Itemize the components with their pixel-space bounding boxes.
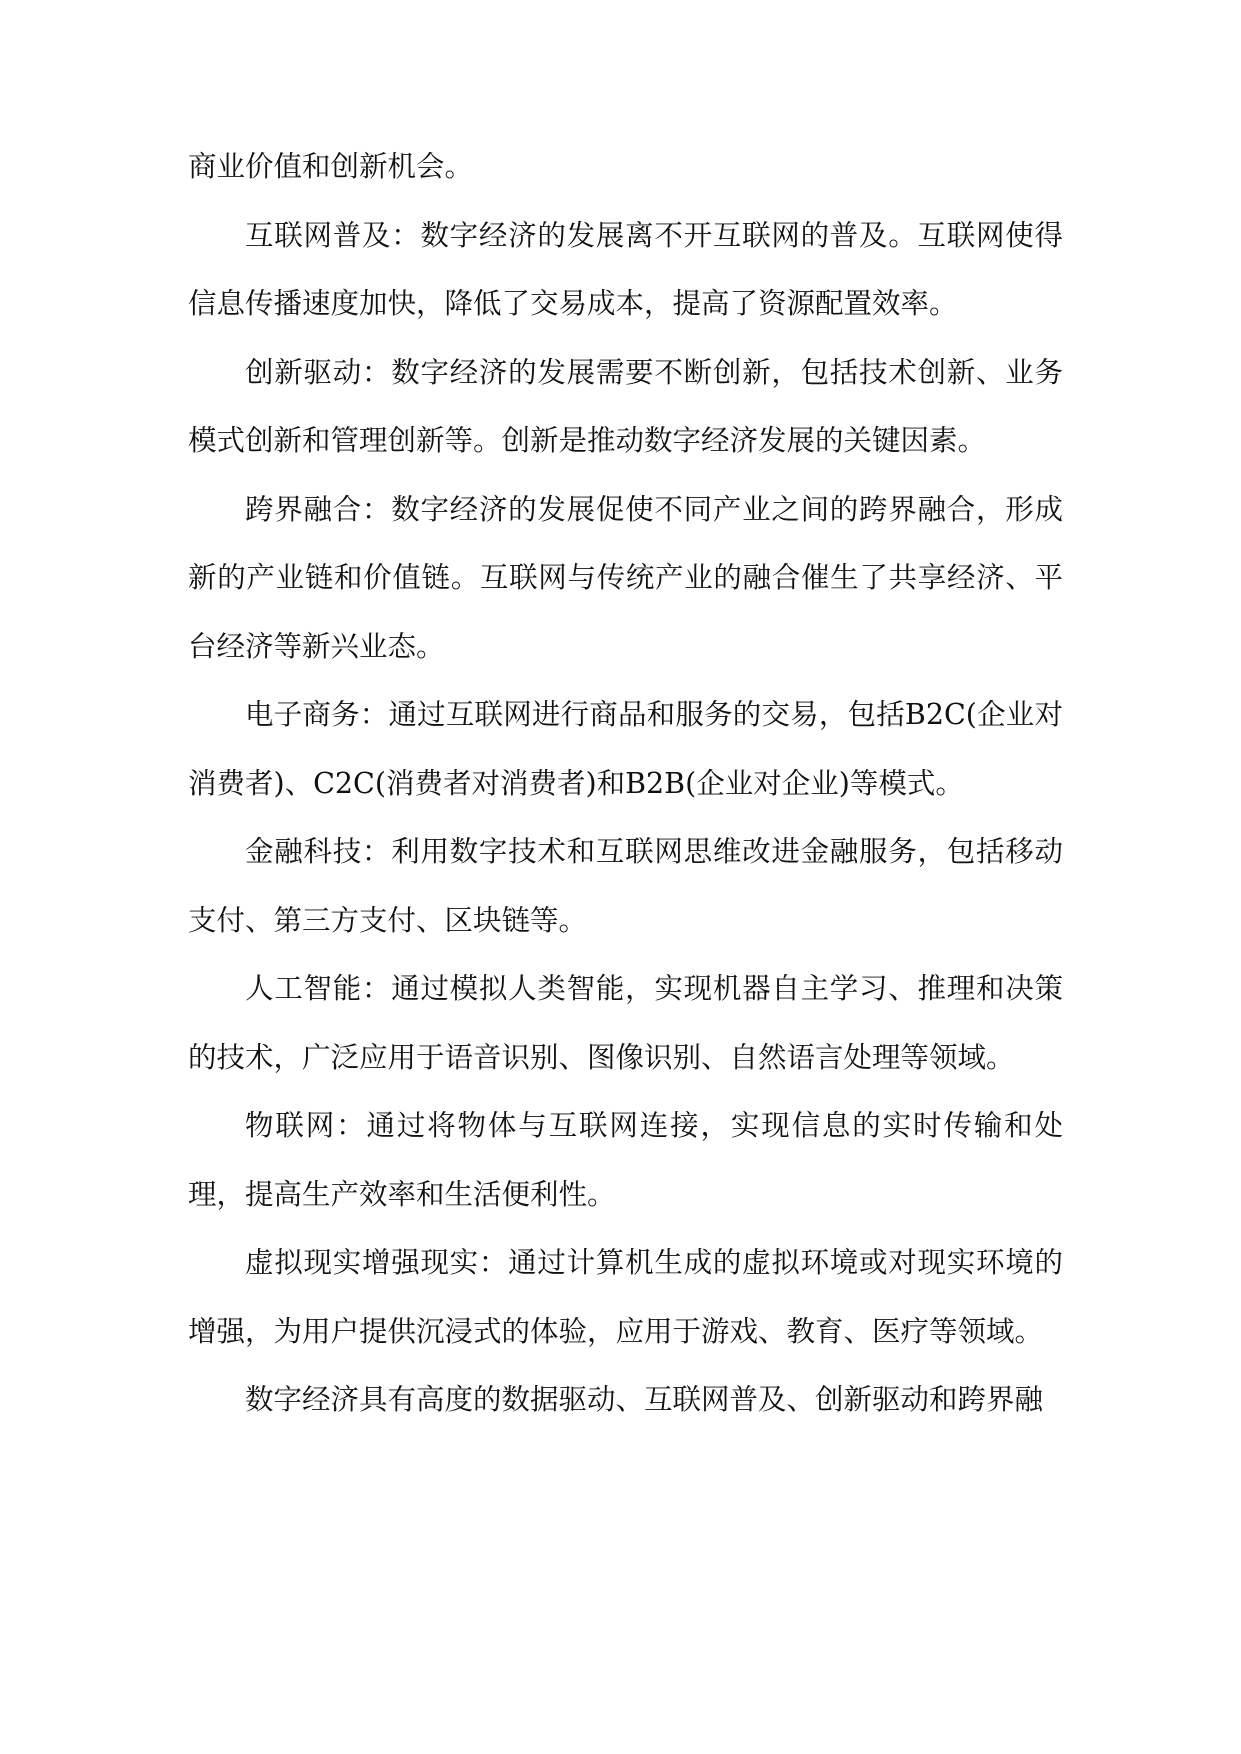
paragraph-artificial-intelligence: 人工智能：通过模拟人类智能，实现机器自主学习、推理和决策的技术，广泛应用于语音识别、图像识别、自然语言处理等领域。 (188, 972, 1063, 1074)
paragraph-innovation-driven: 创新驱动：数字经济的发展需要不断创新，包括技术创新、业务模式创新和管理创新等。创新是推动数字经济发展的关键因素。 (188, 355, 1063, 457)
paragraph-iot: 物联网：通过将物体与互联网连接，实现信息的实时传输和处理，提高生产效率和生活便利性。 (188, 1109, 1063, 1211)
paragraph-internet-penetration: 互联网普及：数字经济的发展离不开互联网的普及。互联网使得信息传播速度加快，降低了交易成本，提高了资源配置效率。 (188, 218, 1063, 320)
paragraph-continuation: 商业价值和创新机会。 (188, 150, 474, 183)
document-page (188, 133, 1063, 1435)
paragraph-summary: 数字经济具有高度的数据驱动、互联网普及、创新驱动和跨界融 (245, 1383, 1044, 1416)
paragraph-e-commerce: 电子商务：通过互联网进行商品和服务的交易，包括B2C(企业对消费者)、C2C(消费者对消费者)和B2B(企业对企业)等模式。 (188, 698, 1063, 800)
paragraph-cross-border-integration: 跨界融合：数字经济的发展促使不同产业之间的跨界融合，形成新的产业链和价值链。互联网与传统产业的融合催生了共享经济、平台经济等新兴业态。 (188, 492, 1063, 663)
paragraph-fintech: 金融科技：利用数字技术和互联网思维改进金融服务，包括移动支付、第三方支付、区块链等。 (188, 835, 1063, 937)
paragraph-vr-ar: 虚拟现实增强现实：通过计算机生成的虚拟环境或对现实环境的增强，为用户提供沉浸式的体验，应用于游戏、教育、医疗等领域。 (188, 1246, 1063, 1348)
